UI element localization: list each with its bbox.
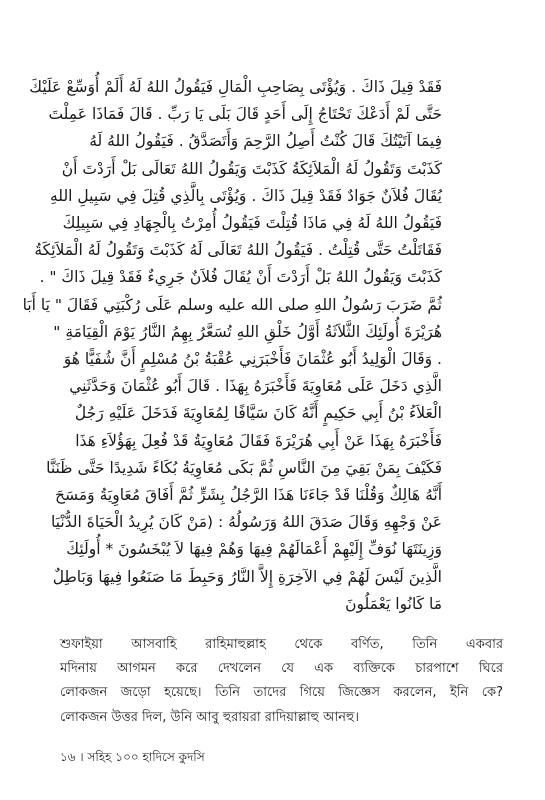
arabic-hadith-text [22, 74, 442, 618]
arabic-line: فَيَقُولُ اللهُ لَهُ فِي مَاذَا قُتِلْتَ فَيَقُولُ أُمِرْتُ بِالْجِهَادِ فِي سَبِيلِكَ [62, 214, 442, 233]
arabic-line: ثُمَّ ضَرَبَ رَسُولُ اللهِ صلى الله عليه وسلم عَلَى رُكْبَتِي فَقَالَ " يَا أَبَا [22, 295, 442, 314]
bengali-line: শুফাইয়া আসবাহি রাহিমাহুল্লাহ থেকে বর্ণিত, তিনি একবার [60, 637, 503, 652]
arabic-line: كَذَبْتَ وَيَقُولُ اللهُ بَلْ أَرَدْتَ أَنْ يُقَالَ فُلاَنٌ جَرِيءٌ فَقَدْ قِيلَ ذَاكَ " . [39, 268, 442, 287]
bengali-line: লোকজন উত্তর দিল, উনি আবু হুরায়রা রাদিয়াল্লাহু আনহু। [60, 709, 359, 725]
arabic-line: يُقَالَ فُلاَنٌ جَوَادٌ فَقَدْ قِيلَ ذَاكَ . وَيُؤْتَى بِالَّذِي قُتِلَ فِي سَبِيلِ اللهِ [50, 186, 442, 205]
arabic-line: وَزِينَتَهَا نُوَفِّ إِلَيْهِمْ أَعْمَالَهُمْ فِيهَا وَهُمْ فِيهَا لاَ يُبْخَسُونَ * أُولَئِكَ [66, 540, 442, 559]
arabic-line: فَقَدْ قِيلَ ذَاكَ . وَيُؤْتَى بِصَاحِبِ الْمَالِ فَيَقُولُ اللهُ لَهُ أَلَمْ أُوَسِّعْ عَلَيْكَ [29, 78, 442, 96]
page-footer: ১৬ । সহিহ ১০০ হাদিসে কুদসি [60, 750, 205, 764]
arabic-line: عَنْ وَجْهِهِ وَقَالَ صَدَقَ اللهُ وَرَسُولُهُ : (مَنْ كَانَ يُرِيدُ الْحَيَاةَ الدُّنْيَا [50, 513, 442, 532]
arabic-line: . وَقَالَ الْوَلِيدُ أَبُو عُثْمَانَ فَأَخْبَرَنِي عُقْبَةُ بْنُ مُسْلِمٍ أَنَّ شُفَيًّا هُوَ [63, 350, 442, 369]
arabic-line: مَا كَانُوا يَعْمَلُونَ [345, 594, 442, 613]
arabic-line: فَكَيْفَ بِمَنْ بَقِيَ مِنَ النَّاسِ ثُمَّ بَكَى مُعَاوِيَةُ بُكَاءً شَدِيدًا حَتَّى ظَنَنَّا [46, 458, 442, 477]
arabic-line: حَتَّى لَمْ أَدَعْكَ تَحْتَاجُ إِلَى أَحَدٍ قَالَ بَلَى يَا رَبِّ . قَالَ فَمَاذَا عَمِلْتَ [48, 105, 442, 124]
arabic-line: كَذَبْتَ وَتَقُولُ لَهُ الْمَلاَئِكَةُ كَذَبْتَ وَيَقُولُ اللهُ تَعَالَى بَلْ أَرَدْتَ أَنْ [61, 159, 442, 178]
bengali-line: মদিনায় আগমন করে দেখলেন যে এক ব্যক্তিকে চারপাশে ঘিরে [60, 661, 503, 677]
arabic-line: الَّذِي دَخَلَ عَلَى مُعَاوِيَةَ فَأَخْبَرَهُ بِهَذَا . قَالَ أَبُو عُثْمَانَ وَحَدَّثَنِي [69, 377, 442, 396]
arabic-line: فَأَخْبَرَهُ بِهَذَا عَنْ أَبِي هُرَيْرَةَ فَقَالَ مُعَاوِيَةُ قَدْ فُعِلَ بِهَؤُلاَءِ هَذَا [75, 431, 442, 450]
arabic-line: هُرَيْرَةَ أُولَئِكَ الثَّلاَثَةُ أَوَّلُ خَلْقِ اللهِ تُسَعَّرُ بِهِمُ النَّارُ يَوْمَ الْقِيَامَةِ " [53, 322, 442, 341]
arabic-line: الْعَلاَءُ بْنُ أَبِي حَكِيمٍ أَنَّهُ كَانَ سَيَّافًا لِمُعَاوِيَةَ فَدَخَلَ عَلَيْهِ رَجُلٌ [74, 404, 442, 423]
arabic-line: فِيمَا آتَيْتُكَ قَالَ كُنْتُ أَصِلُ الرَّحِمَ وَأَتَصَدَّقُ . فَيَقُولُ اللهُ لَهُ [89, 132, 442, 151]
arabic-line: فَقَاتَلْتُ حَتَّى قُتِلْتُ . فَيَقُولُ اللهُ تَعَالَى لَهُ كَذَبْتَ وَتَقُولُ لَهُ الْمَلاَئِكَةُ [34, 241, 442, 260]
arabic-line: أَنَّهُ هَالِكٌ وَقُلْنَا قَدْ جَاءَنَا هَذَا الرَّجُلُ بِشَرٍّ ثُمَّ أَفَاقَ مُعَاوِيَةُ وَمَسَحَ [55, 486, 442, 505]
arabic-line: الَّذِينَ لَيْسَ لَهُمْ فِي الآخِرَةِ إِلاَّ النَّارُ وَحَبِطَ مَا صَنَعُوا فِيهَا وَبَاطِلٌ [52, 567, 442, 586]
bengali-line: লোকজন জড়ো হয়েছে। তিনি তাদের গিয়ে জিজ্ঞেস করলেন, ইনি কে? [60, 685, 503, 701]
bengali-translation-text [60, 633, 503, 730]
